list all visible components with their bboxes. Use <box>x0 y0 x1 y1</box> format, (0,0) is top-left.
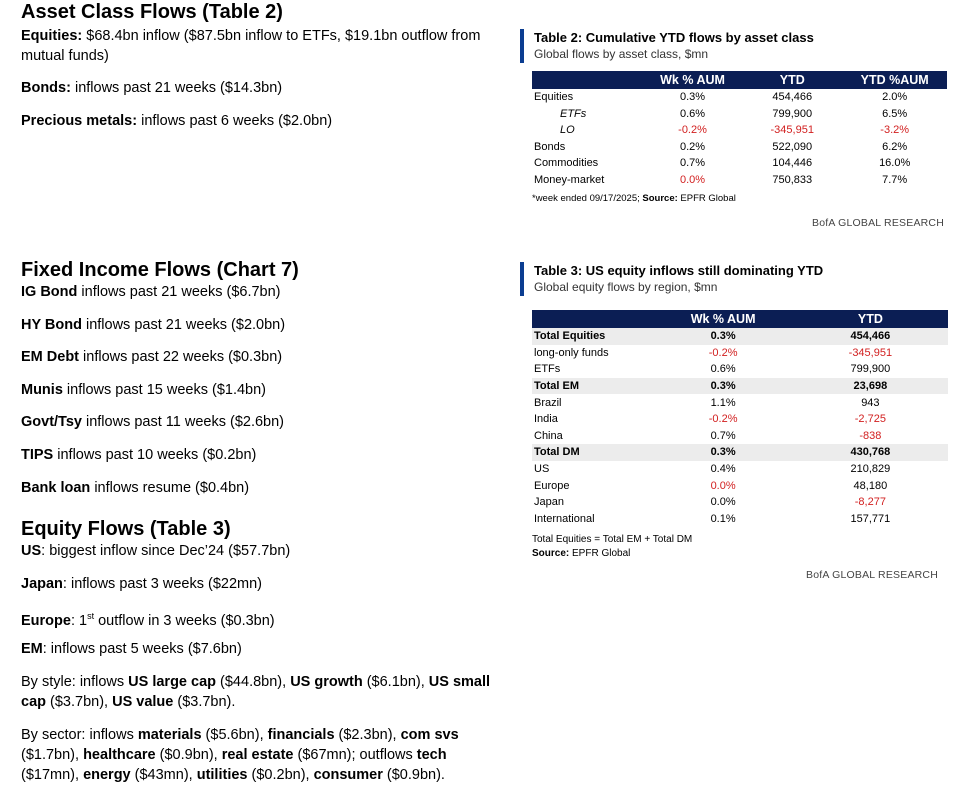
table3-cell: 0.6% <box>710 363 736 376</box>
table3-title: Table 3: US equity inflows still dominating YTD <box>534 263 824 278</box>
munis-text: Munis inflows past 15 weeks ($1.4bn) <box>21 382 266 398</box>
hy-bond-text: HY Bond inflows past 21 weeks ($2.0bn) <box>21 317 286 333</box>
table3-source: Source: EPFR Global <box>532 548 631 560</box>
table2-body <box>532 89 947 188</box>
table3-row <box>532 394 948 411</box>
table3-brand: BofA GLOBAL RESEARCH <box>806 569 938 581</box>
table3-cell: Europe <box>534 479 570 492</box>
table3-cell: -0.2% <box>708 413 738 426</box>
bonds-flow-text: Bonds: inflows past 21 weeks ($14.3bn) <box>21 80 283 96</box>
table2-header <box>520 29 948 62</box>
table3-cell: -2,725 <box>854 413 886 426</box>
table3-row <box>532 378 948 395</box>
table3 <box>532 310 948 527</box>
table3-cell: China <box>534 429 563 442</box>
table3-row <box>532 477 948 494</box>
table3-cell: 210,829 <box>850 463 891 476</box>
govt-tsy-text: Govt/Tsy inflows past 11 weeks ($2.6bn) <box>21 414 284 430</box>
table2-cell: ETFs <box>560 107 587 120</box>
table3-row <box>532 444 948 461</box>
table2-col-header: YTD %AUM <box>842 71 947 89</box>
table3-row <box>532 494 948 511</box>
table2-cell: LO <box>560 124 575 137</box>
table3-note: Total Equities = Total EM + Total DM <box>532 534 693 546</box>
table2-cell: 0.6% <box>679 107 706 120</box>
table3-block <box>520 262 948 581</box>
table2 <box>532 71 947 188</box>
table3-cell: Total Equities <box>532 328 653 345</box>
table2-row <box>532 172 947 189</box>
table3-row <box>532 428 948 445</box>
table3-cell: long-only funds <box>534 346 609 359</box>
table3-row <box>532 361 948 378</box>
us-equity-text: US: biggest inflow since Dec’24 ($57.7bn) <box>21 543 291 559</box>
table3-cell: 0.3% <box>653 378 792 395</box>
table3-row <box>532 411 948 428</box>
table2-col-header: YTD <box>742 71 842 89</box>
table3-cell: -0.2% <box>708 346 738 359</box>
table3-col-header: YTD <box>793 310 948 328</box>
table3-cell: -8,277 <box>854 496 886 509</box>
table3-cell: ETFs <box>534 363 561 376</box>
table3-cell: Brazil <box>534 396 562 409</box>
tips-text: TIPS inflows past 10 weeks ($0.2bn) <box>21 447 257 463</box>
table2-block <box>520 29 948 229</box>
table3-cell: 0.3% <box>653 328 792 345</box>
table3-col-header: Wk % AUM <box>653 310 792 328</box>
table3-cell: 1.1% <box>710 396 736 409</box>
table2-cell: Bonds <box>534 140 566 153</box>
table3-cell: 0.3% <box>653 444 792 461</box>
table3-row <box>532 345 948 362</box>
table3-accent-bar <box>520 262 524 296</box>
table3-row <box>532 511 948 528</box>
table2-cell: 16.0% <box>879 157 911 170</box>
style-flows-text: By style: inflows US large cap ($44.8bn), US growth ($6.1bn), US small cap ($3.7bn), US value ($3.7bn). <box>21 674 491 710</box>
japan-equity-text: Japan: inflows past 3 weeks ($22mn) <box>21 576 262 592</box>
table2-cell: -3.2% <box>880 124 910 137</box>
table2-row <box>532 155 947 172</box>
table2-col-header: Wk % AUM <box>643 71 742 89</box>
ig-bond-text: IG Bond inflows past 21 weeks ($6.7bn) <box>21 284 281 300</box>
table3-cell: India <box>534 413 558 426</box>
table3-row <box>532 328 948 345</box>
table2-row <box>532 106 947 123</box>
table3-cell: 23,698 <box>793 378 948 395</box>
table3-cell: -838 <box>859 429 882 442</box>
table3-cell: Japan <box>534 496 564 509</box>
equities-flow-text: Equities: $68.4bn inflow ($87.5bn inflow to ETFs, $19.1bn outflow from mutual funds) <box>21 28 481 64</box>
table2-row <box>532 122 947 139</box>
table2-accent-bar <box>520 29 524 63</box>
table2-cell: 750,833 <box>772 173 813 186</box>
table2-cell: 0.0% <box>679 173 706 186</box>
table3-cell: 48,180 <box>853 479 888 492</box>
table3-subtitle: Global equity flows by region, $mn <box>534 280 718 294</box>
table2-title: Table 2: Cumulative YTD flows by asset class <box>534 30 814 45</box>
table3-cell: Total DM <box>532 444 653 461</box>
asset-class-heading: Asset Class Flows (Table 2) <box>21 1 283 23</box>
em-equity-text: EM: inflows past 5 weeks ($7.6bn) <box>21 641 242 657</box>
table3-cell: US <box>534 463 550 476</box>
table2-cell: 522,090 <box>772 140 813 153</box>
table2-cell: Equities <box>534 91 574 104</box>
table2-cell: Money-market <box>534 173 605 186</box>
precious-metals-flow-text: Precious metals: inflows past 6 weeks ($2.0bn) <box>21 113 333 129</box>
table3-cell: 0.1% <box>710 512 736 525</box>
table3-row <box>532 461 948 478</box>
table3-cell: 0.7% <box>710 429 736 442</box>
table2-cell: 7.7% <box>882 173 908 186</box>
table2-cell: 0.7% <box>679 157 706 170</box>
table3-cell: 943 <box>861 396 880 409</box>
table3-cell: 157,771 <box>850 512 891 525</box>
table2-footnote: *week ended 09/17/2025; Source: EPFR Global <box>532 193 736 204</box>
table2-col-header <box>532 71 643 89</box>
table2-brand: BofA GLOBAL RESEARCH <box>812 217 944 229</box>
table2-cell: 6.2% <box>882 140 908 153</box>
table2-cell: 6.5% <box>882 107 908 120</box>
table3-cell: Total EM <box>532 378 653 395</box>
table3-header <box>520 262 948 295</box>
bank-loan-text: Bank loan inflows resume ($0.4bn) <box>21 480 250 496</box>
equity-flows-heading: Equity Flows (Table 3) <box>21 518 231 540</box>
europe-equity-text: Europe: 1st outflow in 3 weeks ($0.3bn) <box>21 611 275 629</box>
table2-cell: 0.2% <box>679 140 706 153</box>
table3-cell: 454,466 <box>793 328 948 345</box>
table2-subtitle: Global flows by asset class, $mn <box>534 47 709 61</box>
table2-cell: 799,900 <box>772 107 813 120</box>
table2-cell: 454,466 <box>772 91 813 104</box>
fixed-income-heading: Fixed Income Flows (Chart 7) <box>21 259 299 281</box>
table3-cell: 799,900 <box>850 363 891 376</box>
table2-row <box>532 139 947 156</box>
table3-cell: 430,768 <box>793 444 948 461</box>
table2-cell: Commodities <box>534 157 599 170</box>
table2-cell: -0.2% <box>678 124 707 137</box>
em-debt-text: EM Debt inflows past 22 weeks ($0.3bn) <box>21 349 283 365</box>
table3-cell: 0.4% <box>710 463 736 476</box>
sector-flows-text: By sector: inflows materials ($5.6bn), financials ($2.3bn), com svs ($1.7bn), healthcare ($0.9bn), real estate ($67mn); outflows tech ($17mn), energy ($43mn), utilities ($0.2bn), consumer ($0.9bn). <box>21 727 459 783</box>
table2-cell: 0.3% <box>679 91 706 104</box>
table2-cell: 2.0% <box>882 91 908 104</box>
table3-cell: 0.0% <box>710 496 736 509</box>
table3-cell: 0.0% <box>710 479 736 492</box>
table3-col-header <box>532 310 653 328</box>
table3-body <box>532 328 948 527</box>
table2-cell: 104,446 <box>772 157 813 170</box>
table3-cell: International <box>534 512 595 525</box>
table2-cell: -345,951 <box>770 124 814 137</box>
table2-row <box>532 89 947 106</box>
table3-cell: -345,951 <box>848 346 893 359</box>
